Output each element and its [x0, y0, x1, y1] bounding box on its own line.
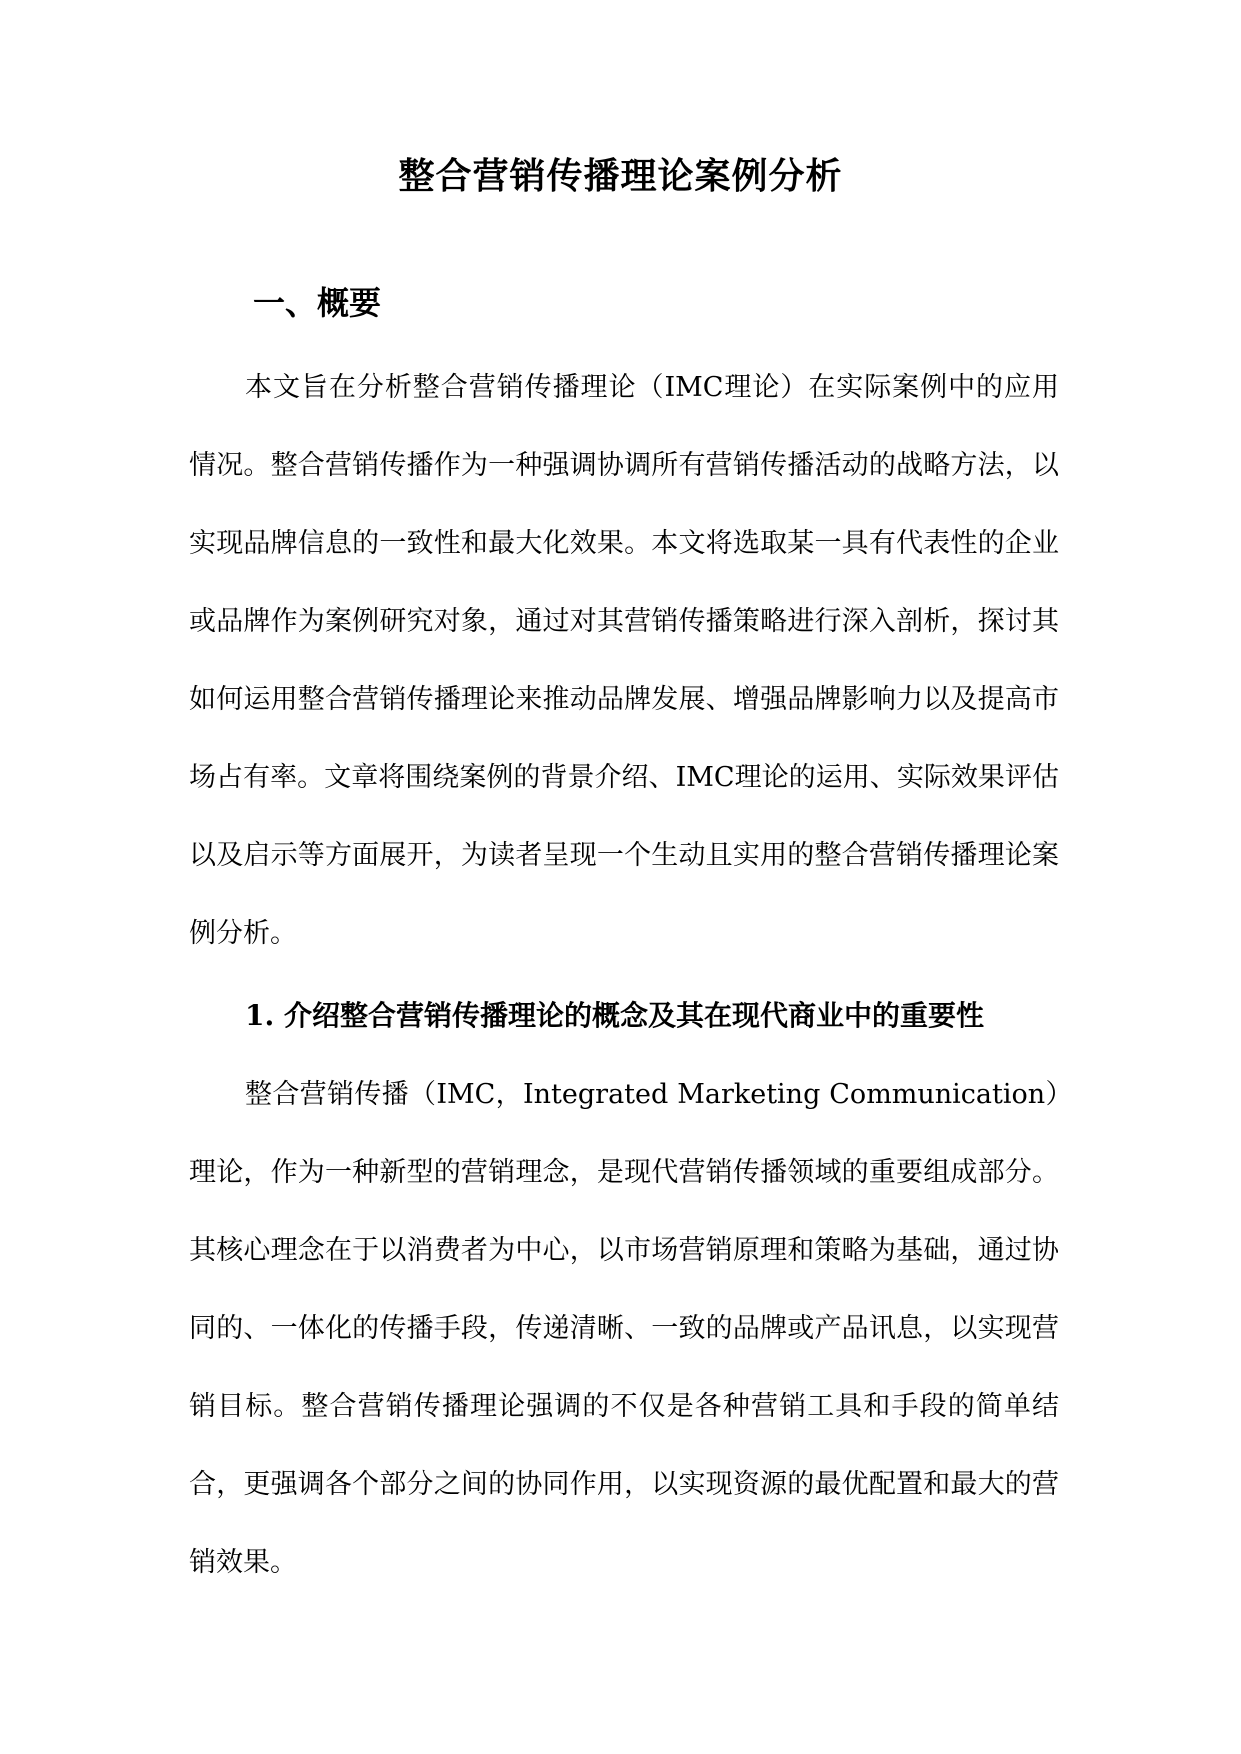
document-title: 整合营销传播理论案例分析: [398, 155, 843, 197]
overview-paragraph: 本文旨在分析整合营销传播理论（IMC理论）在实际案例中的应用情况。整合营销传播作为一种强调协调所有营销传播活动的战略方法，以实现品牌信息的一致性和最大化效果。本文将选取某一具有代表性的企业或品牌作为案例研究对象，通过对其营销传播策略进行深入剖析，探讨其如何运用整合营销传播理论来推动品牌发展、增强品牌影响力以及提高市场占有率。文章将围绕案例的背景介绍、IMC理论的运用、实际效果评估以及启示等方面展开，为读者呈现一个生动且实用的整合营销传播理论案例分析。: [189, 372, 1059, 949]
section-heading-overview: 一、概要: [253, 284, 382, 322]
subsection-heading-imc-concept: 1. 介绍整合营销传播理论的概念及其在现代商业中的重要性: [245, 999, 984, 1032]
imc-concept-paragraph: 整合营销传播（IMC，Integrated Marketing Communication）理论，作为一种新型的营销理念，是现代营销传播领域的重要组成部分。其核心理念在于以消费者为中心，以市场营销原理和策略为基础，通过协同的、一体化的传播手段，传递清晰、一致的品牌或产品讯息，以实现营销目标。整合营销传播理论强调的不仅是各种营销工具和手段的简单结合，更强调各个部分之间的协同作用，以实现资源的最优配置和最大的营销效果。: [189, 1079, 1059, 1578]
